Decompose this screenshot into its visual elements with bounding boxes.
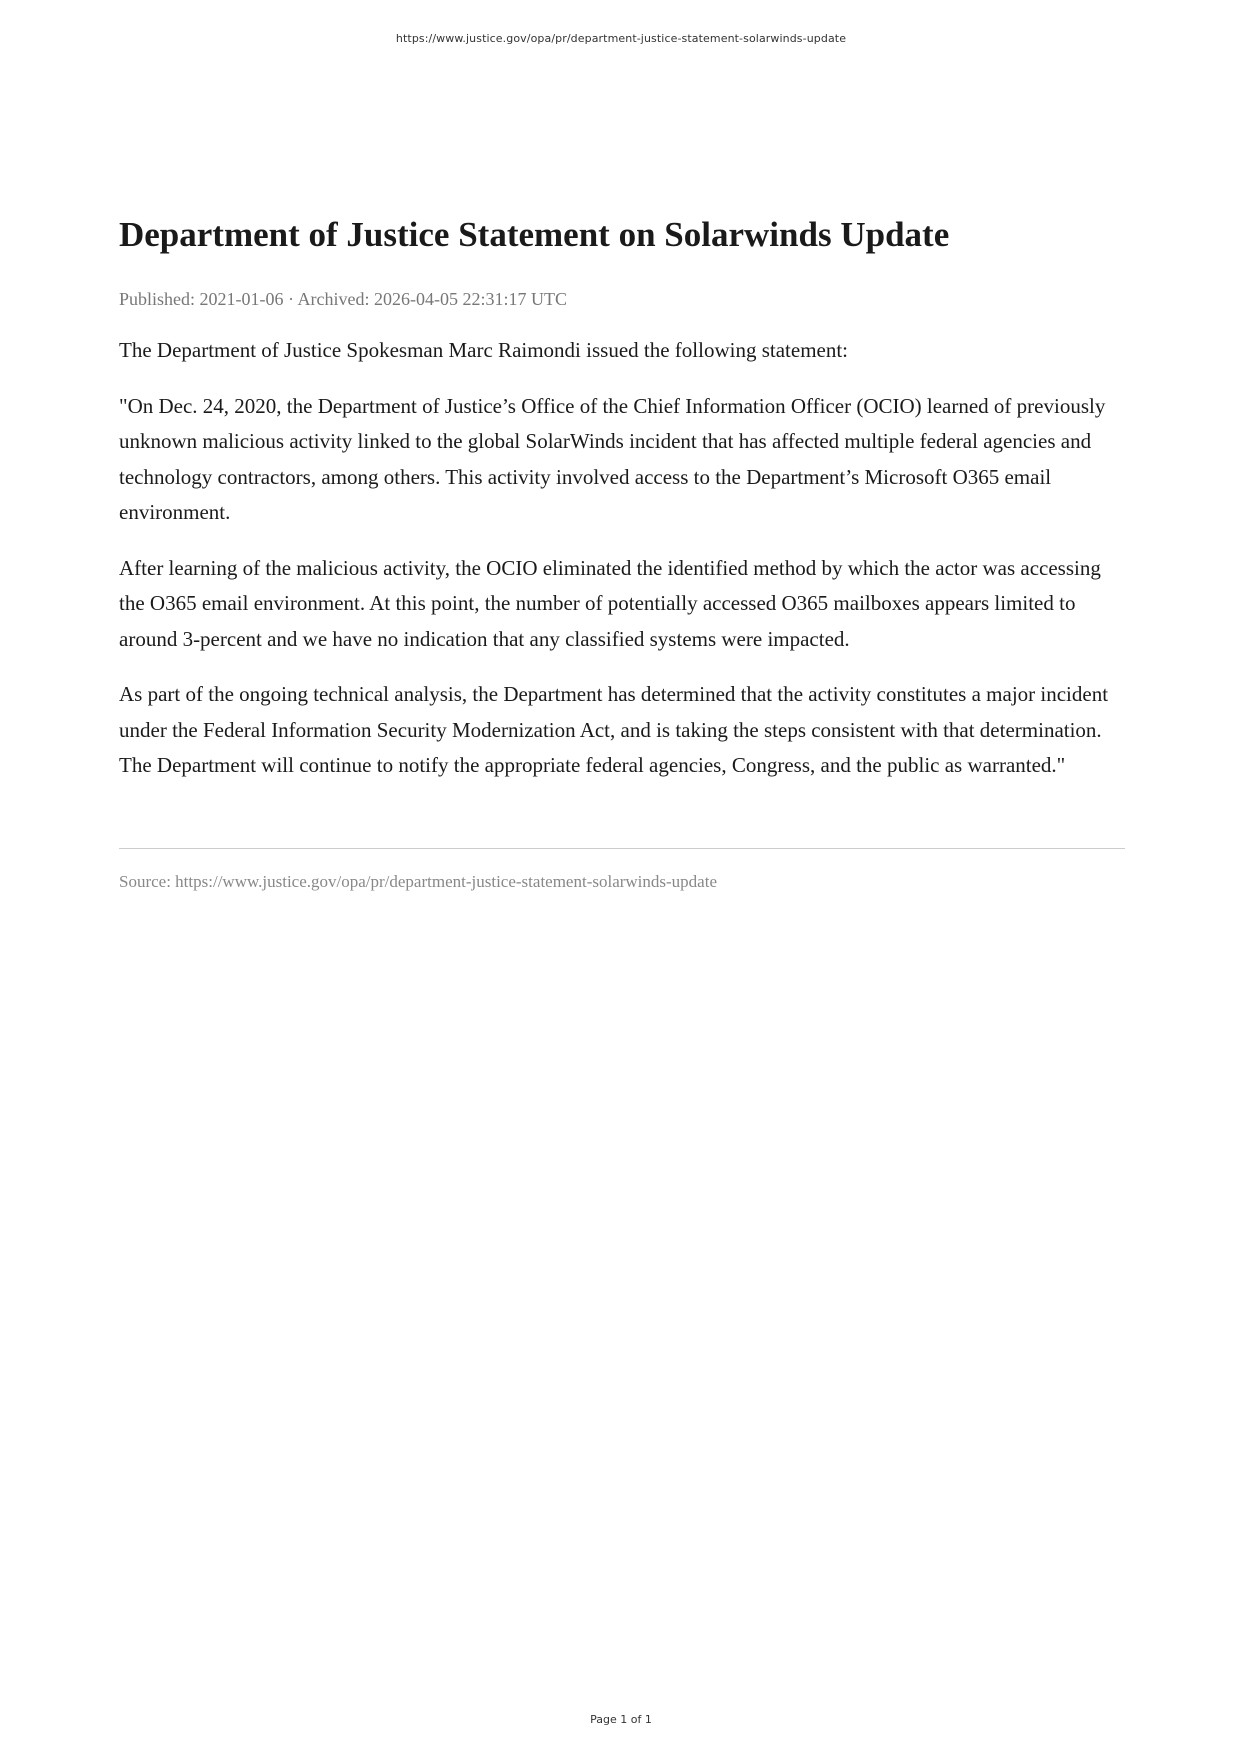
page-header-url: https://www.justice.gov/opa/pr/department-justice-statement-solarwinds-update: [395, 32, 847, 45]
divider: [119, 848, 1125, 849]
article-paragraph: "On Dec. 24, 2020, the Department of Justice’s Office of the Chief Information Officer (OCIO) learned of previously unknown malicious activity linked to the global SolarWinds incident that has affected multiple federal agencies and technology contractors, among others. This activity involved access to the Department’s Microsoft O365 email environment.: [119, 393, 1106, 524]
article-body: [119, 333, 1125, 784]
publication-meta: Published: 2021-01-06 · Archived: 2026-04-05 22:31:17 UTC: [119, 289, 567, 309]
article-paragraph: The Department of Justice Spokesman Marc Raimondi issued the following statement:: [119, 338, 849, 362]
article-title: Department of Justice Statement on Solarwinds Update: [119, 215, 950, 254]
article-paragraph: After learning of the malicious activity, the OCIO eliminated the identified method by which the actor was accessing the O365 email environment. At this point, the number of potentially accessed O365 mailboxes appears limited to around 3-percent and we have no indication that any classified systems were impacted.: [119, 555, 1101, 651]
article-paragraph: As part of the ongoing technical analysis, the Department has determined that the activity constitutes a major incident under the Federal Information Security Modernization Act, and is taking the steps consistent with that determination. The Department will continue to notify the appropriate federal agencies, Congress, and the public as warranted.": [119, 682, 1109, 777]
article-container: [119, 213, 1125, 893]
source-line: Source: https://www.justice.gov/opa/pr/department-justice-statement-solarwinds-update: [119, 871, 717, 891]
page-number: Page 1 of 1: [590, 1713, 652, 1726]
